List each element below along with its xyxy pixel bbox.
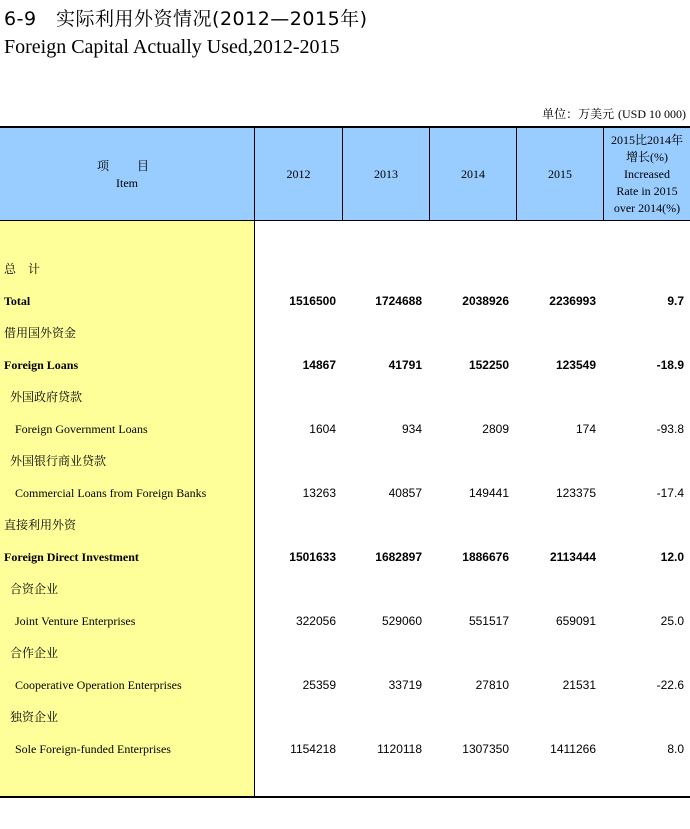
row-label: 总 计	[4, 262, 41, 276]
row-label: Cooperative Operation Enterprises	[15, 678, 182, 692]
row-label: 合作企业	[10, 646, 59, 660]
row-label: Foreign Direct Investment	[4, 550, 139, 564]
unit-label	[542, 105, 686, 122]
table-row	[0, 285, 690, 317]
value-2013: 1682897	[375, 550, 422, 564]
growth-rate: -22.6	[656, 678, 684, 692]
header-item-en: Item	[116, 176, 138, 190]
row-label: 独资企业	[10, 710, 59, 724]
row-label: 外国银行商业贷款	[10, 454, 107, 468]
header-growth-rate	[603, 128, 690, 220]
value-2013: 1724688	[375, 294, 422, 308]
value-2012: 1604	[309, 422, 336, 436]
value-2013: 1120118	[377, 742, 422, 756]
growth-rate: 8.0	[667, 742, 684, 756]
row-label: Total	[4, 294, 31, 308]
value-2012: 13263	[302, 486, 336, 500]
value-2014: 149441	[468, 486, 509, 500]
row-label: 直接利用外资	[4, 518, 77, 532]
header-year-2012: 2012	[254, 128, 342, 220]
value-2012: 25359	[302, 678, 336, 692]
header-year-2014: 2014	[429, 128, 516, 220]
value-2012: 1154218	[290, 742, 336, 756]
value-2012: 1501633	[289, 550, 336, 564]
table-row	[0, 381, 690, 413]
row-label: Joint Venture Enterprises	[15, 614, 136, 628]
table-row	[0, 701, 690, 733]
table-title-en: Foreign Capital Actually Used,2012-2015	[4, 36, 340, 58]
row-label: Commercial Loans from Foreign Banks	[15, 486, 207, 500]
value-2014: 1886676	[462, 550, 509, 564]
header-year-2013: 2013	[342, 128, 429, 220]
value-2015: 123375	[555, 486, 596, 500]
table-row	[0, 733, 690, 765]
table-row	[0, 349, 690, 381]
table-row	[0, 669, 690, 701]
table-title-cn: 6-9 实际利用外资情况(2012—2015年)	[4, 8, 368, 30]
table-row	[0, 637, 690, 669]
data-table	[0, 126, 690, 798]
header-rate-line: Rate in 2015	[616, 183, 678, 198]
row-label: 借用国外资金	[4, 326, 77, 340]
table-header	[0, 128, 690, 220]
table-row	[0, 573, 690, 605]
value-2014: 2809	[482, 422, 509, 436]
value-2015: 2113444	[549, 550, 596, 564]
value-2012: 14867	[302, 358, 336, 372]
row-label: 合资企业	[10, 582, 59, 596]
growth-rate: -17.4	[656, 486, 684, 500]
row-label: 外国政府贷款	[10, 390, 83, 404]
value-2015: 21531	[562, 678, 596, 692]
row-label: Sole Foreign-funded Enterprises	[15, 742, 171, 756]
value-2013: 40857	[388, 486, 422, 500]
value-2013: 41791	[388, 358, 422, 372]
header-item	[0, 128, 254, 220]
table-row	[0, 445, 690, 477]
header-item-cn: 项 目	[96, 159, 157, 173]
table-row	[0, 413, 690, 445]
table-row	[0, 253, 690, 285]
table-row	[0, 317, 690, 349]
header-rate-line: 2015比2014年	[610, 132, 683, 147]
value-2012: 322056	[295, 614, 336, 628]
value-2013: 33719	[388, 678, 422, 692]
growth-rate: -18.9	[656, 358, 684, 372]
header-rate-line: Increased	[624, 166, 670, 181]
table-row	[0, 509, 690, 541]
value-2014: 1307350	[462, 742, 509, 756]
growth-rate: -93.8	[656, 422, 684, 436]
row-label: Foreign Government Loans	[15, 422, 148, 436]
value-2013: 934	[401, 422, 422, 436]
value-2014: 2038926	[462, 294, 509, 308]
value-2015: 123549	[555, 358, 596, 372]
header-rate-line: 增长(%)	[626, 149, 668, 164]
value-2015: 1411266	[550, 742, 596, 756]
value-2013: 529060	[381, 614, 422, 628]
table-row	[0, 477, 690, 509]
table-row	[0, 541, 690, 573]
growth-rate: 25.0	[660, 614, 684, 628]
value-2012: 1516500	[289, 294, 336, 308]
header-rate-line: over 2014(%)	[613, 200, 681, 215]
value-2014: 27810	[475, 678, 509, 692]
unit-label-en: (USD 10 000)	[618, 107, 686, 121]
growth-rate: 12.0	[660, 550, 684, 564]
unit-label-cn: 单位：万美元	[542, 107, 615, 121]
value-2015: 174	[575, 422, 596, 436]
growth-rate: 9.7	[667, 294, 684, 308]
header-year-2015: 2015	[516, 128, 603, 220]
table-row	[0, 605, 690, 637]
value-2014: 551517	[468, 614, 509, 628]
value-2015: 659091	[555, 614, 596, 628]
table-bottom-rule	[0, 796, 690, 798]
value-2014: 152250	[468, 358, 509, 372]
value-2015: 2236993	[549, 294, 596, 308]
row-label: Foreign Loans	[4, 358, 79, 372]
